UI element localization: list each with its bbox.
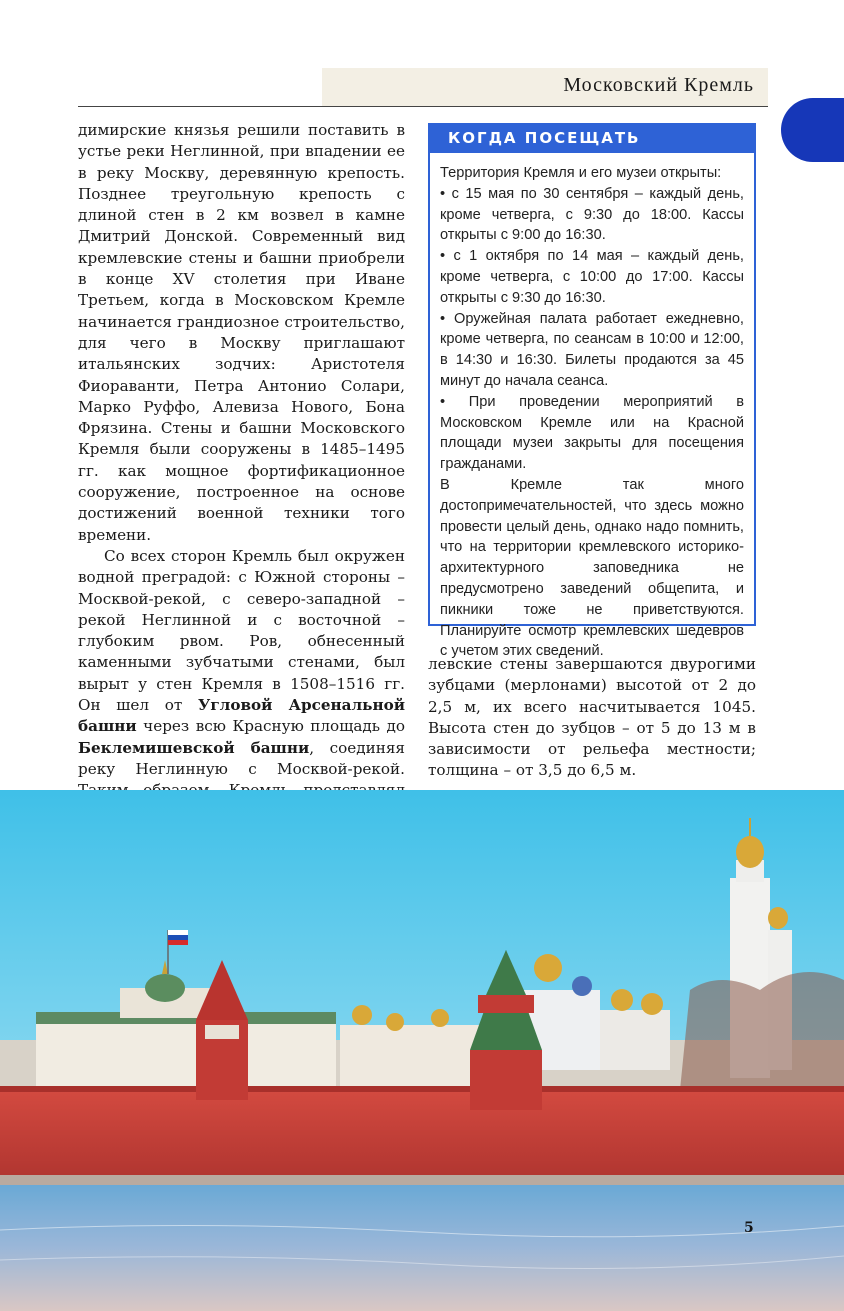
arsenal-tower-name: Угловой Арсенальной башни (78, 696, 406, 736)
box-outro: В Кремле так много достопримечательностей, что здесь можно провести целый день, однако надо помнить, что на территории кремлевского историко-архитектурного заповедника не предусмотрено заведений общепита, и пикники тоже не приветствуются. Планируйте осмотр кремлевских шедевров с учетом этих сведений. (440, 476, 744, 660)
right-text-column (428, 654, 756, 782)
box-intro: Территория Кремля и его музеи открыты: (440, 165, 722, 181)
box-item-summer: • с 15 мая по 30 сентября – каждый день, кроме четверга, с 9:30 до 18:00. Кассы открыты с 9:00 до 16:30. (440, 185, 744, 244)
kremlin-photo (0, 790, 844, 1311)
when-to-visit-box (428, 123, 756, 660)
left-text-column (78, 120, 405, 844)
running-header-title: Московский Кремль (563, 74, 754, 96)
header-rule (78, 106, 768, 107)
paragraph-3: левские стены завершаются двурогими зубцами (мерлонами) высотой от 2 до 2,5 м, их всего насчитывается 1045. Высота стен до зубцов – от 5 до 13 м в зависимости от рельефа местности; толщина – от 3,5 до 6,5 м. (428, 655, 756, 780)
paragraph-2-part-b: через всю Красную площадь до (136, 717, 405, 736)
box-title: КОГДА ПОСЕЩАТЬ (448, 129, 641, 147)
box-body (440, 163, 744, 662)
paragraph-1: димирские князья решили поставить в устье реки Неглинной, при впадении ее в реку Москву, деревянную крепость. Позднее треугольную крепость с длиной стен в 2 км возвел в камне Дмитрий Донской. Современный вид кремлевские стены и башни приобрели в конце XV столетия при Иване Третьем, когда в Московском Кремле начинается грандиозное строительство, для чего в Москву приглашают итальянских зодчих: Аристотеля Фиораванти, Петра Антонио Солари, Марко Руффо, Алевиза Нового, Бона Фрязина. Стены и башни Московского Кремля были сооружены в 1485–1495 гг. как мощное фортификационное сооружение, построенное на основе достижений военной техники того времени. (78, 121, 405, 544)
box-item-winter: • с 1 октября по 14 мая – каждый день, кроме четверга, с 10:00 до 17:00. Кассы открыты с 9:30 до 16:30. (440, 248, 744, 306)
box-item-armoury: • Оружейная палата работает ежедневно, кроме четверга, по сеансам в 10:00 и 12:00, в 14:30 и 16:30. Билеты продаются за 45 минут до начала сеанса. (440, 310, 744, 389)
box-header (430, 125, 754, 153)
paragraph-2-part-a: Со всех сторон Кремль был окружен водной преградой: с Южной стороны – Москвой-рекой, с северо-западной – рекой Неглинной и с восточной – глубоким рвом. Ров, обнесенный каменными зубчатыми стенами, был вырыт у стен Кремля в 1508–1516 гг. Он шел от (78, 546, 405, 715)
page-number: 5 (744, 1220, 754, 1236)
beklemishev-tower-name: Беклемишевской башни (78, 738, 310, 757)
chapter-tab (781, 98, 844, 162)
paragraph-2-part-c: , соединяя реку Неглинную с Москвой-рекой. (78, 738, 405, 778)
box-item-events: • При проведении мероприятий в Московском Кремле или на Красной площади музеи закрыты для посещения гражданами. (440, 393, 744, 473)
